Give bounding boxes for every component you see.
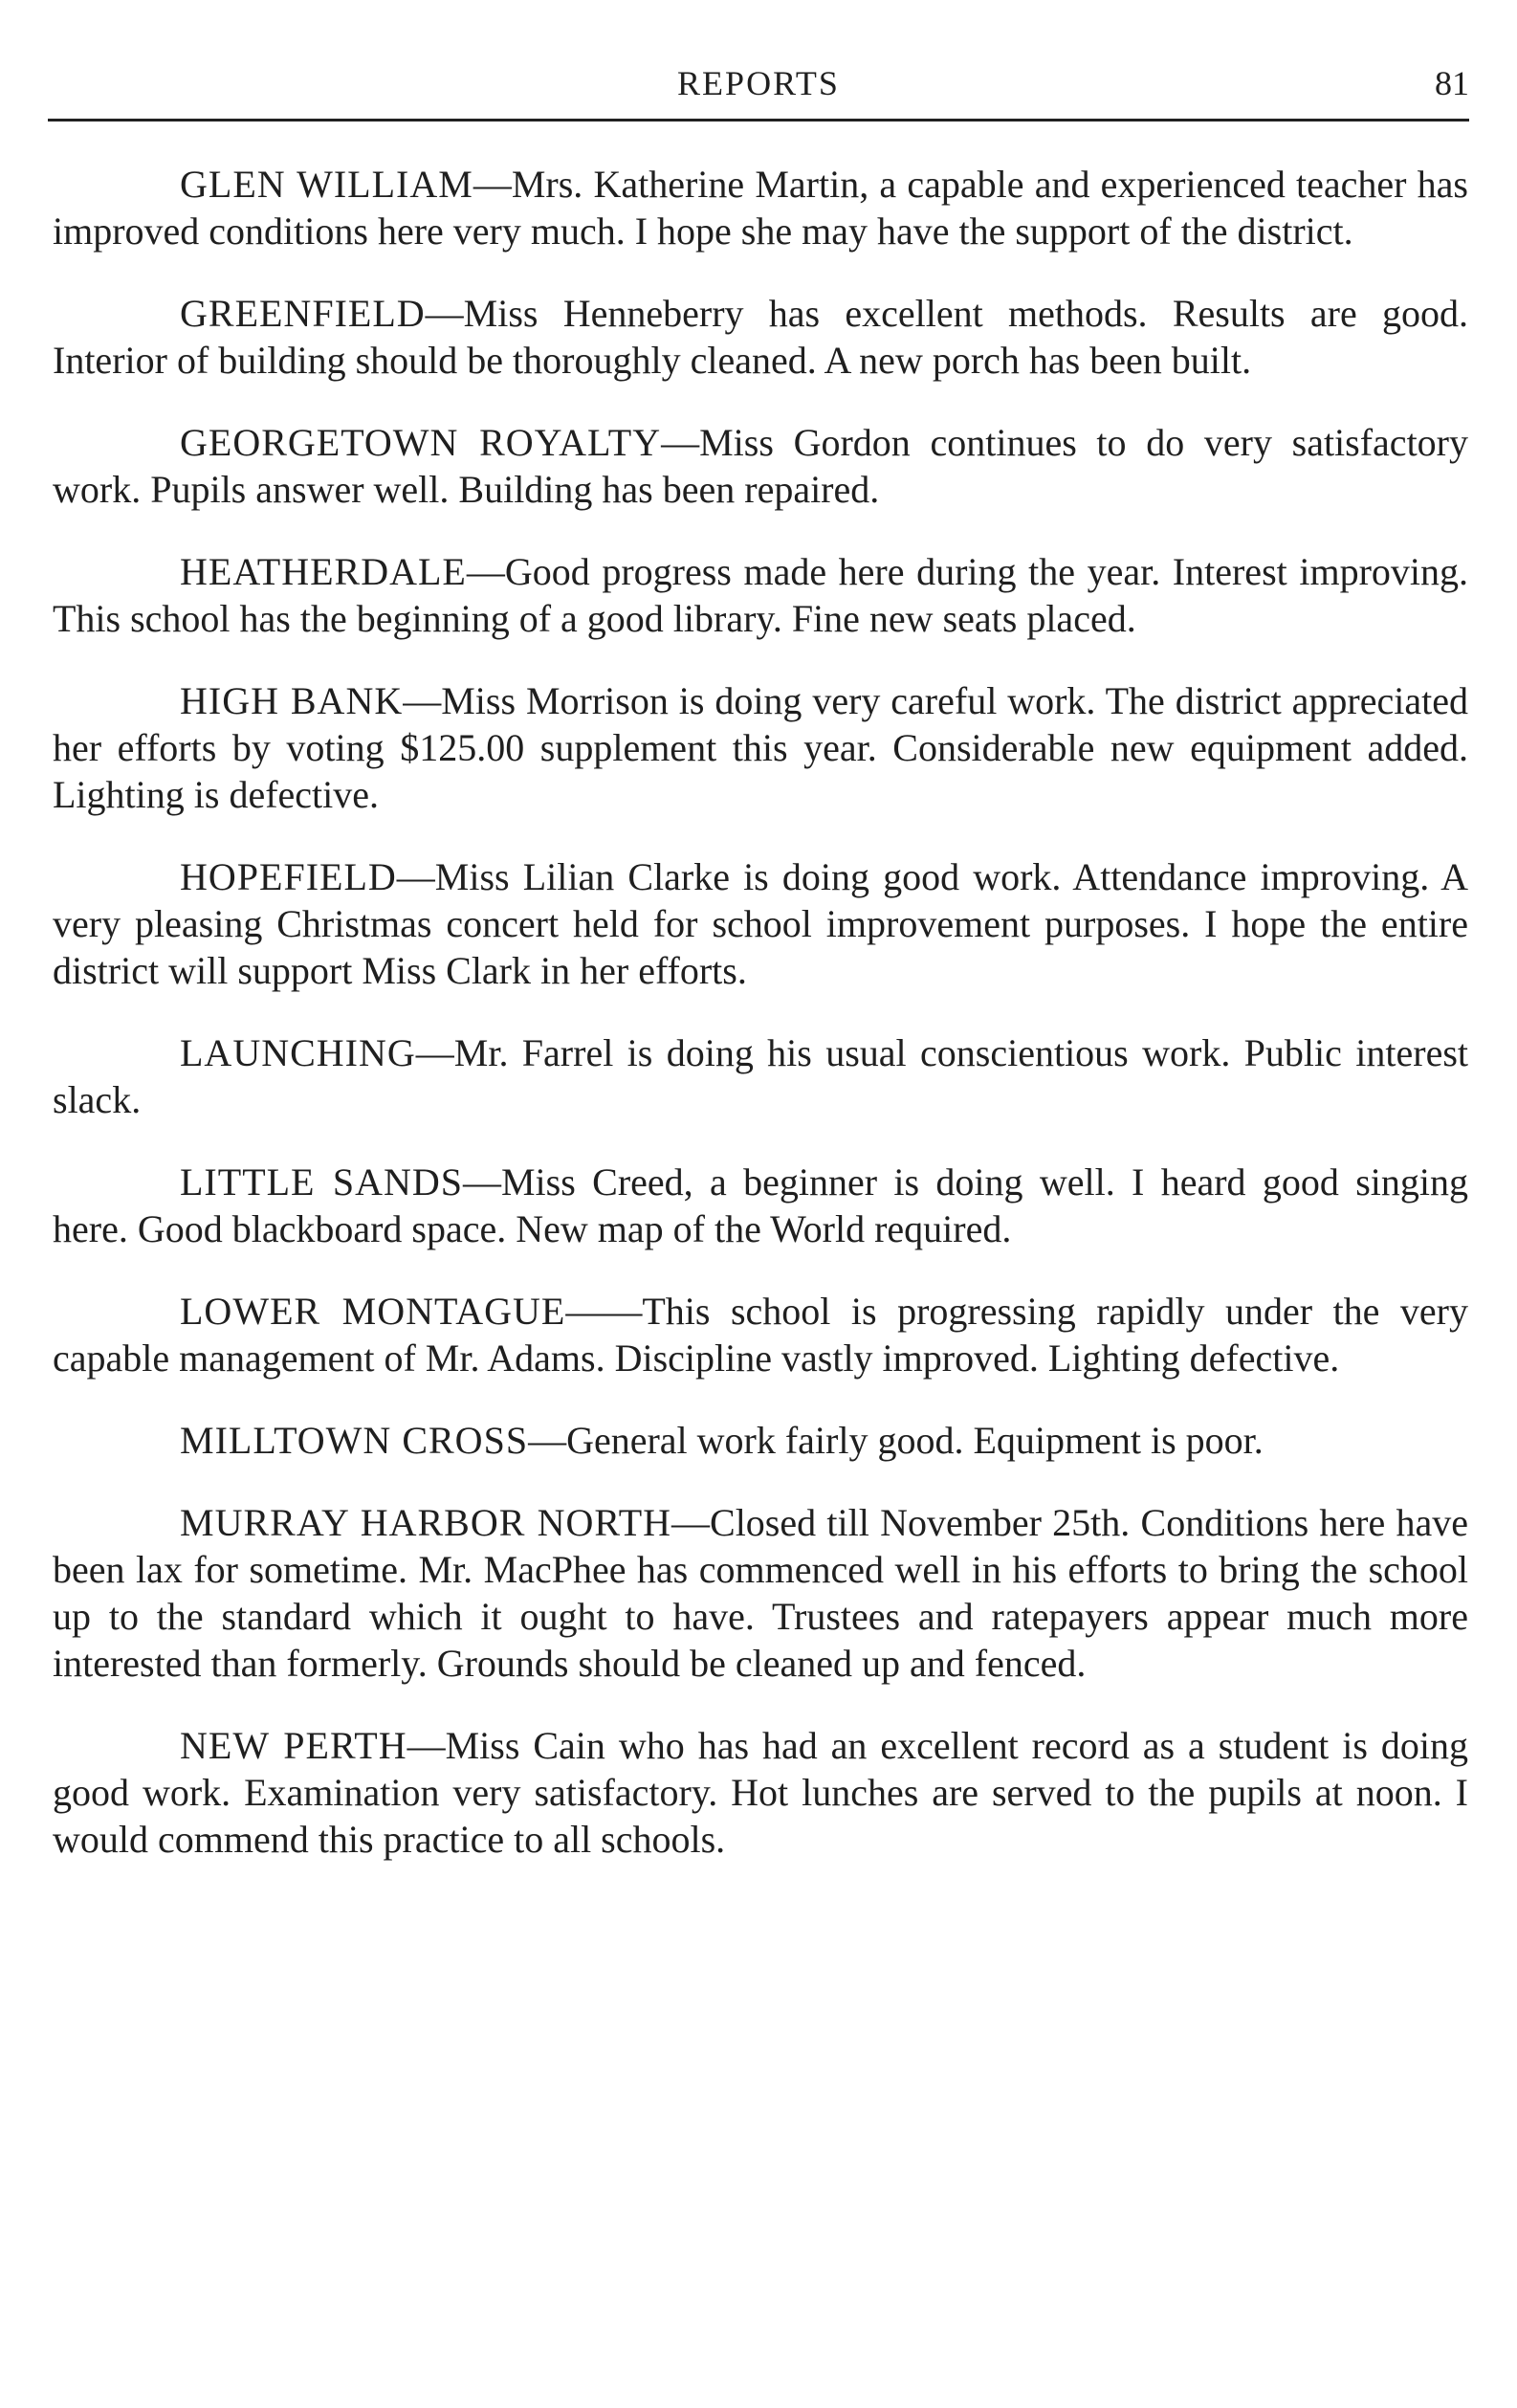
- entry-murray-harbor-north: [53, 1499, 1468, 1687]
- entry-text: —Mrs. Katherine Martin, a capable and experienced teacher has improved conditions here very much. I hope she may have the support of the district.: [53, 163, 1468, 253]
- school-name: HIGH BANK: [180, 679, 404, 722]
- school-name: NEW PERTH: [180, 1724, 407, 1767]
- entry-text: —Miss Gordon continues to do very satisfactory work. Pupils answer well. Building has been repaired.: [53, 421, 1468, 511]
- entry-little-sands: [53, 1159, 1468, 1252]
- school-name: MILLTOWN CROSS: [180, 1419, 529, 1462]
- entry-text: —Miss Morrison is doing very careful work. The district appreciated her efforts by voting $125.00 supplement this year. Considerable new equipment added. Lighting is defective.: [53, 679, 1468, 816]
- entry-greenfield: [53, 290, 1468, 384]
- entry-lower-montague: [53, 1288, 1468, 1381]
- page-header: [48, 57, 1469, 122]
- report-body: [53, 161, 1468, 1898]
- entry-text: —Mr. Farrel is doing his usual conscientious work. Public interest slack.: [53, 1031, 1468, 1121]
- entry-text: —Miss Henneberry has excellent methods. Results are good. Interior of building should be thoroughly cleaned. A new porch has been built.: [53, 292, 1468, 382]
- school-name: GEORGETOWN ROYALTY: [180, 421, 662, 464]
- school-name: LAUNCHING: [180, 1031, 416, 1074]
- entry-hopefield: [53, 853, 1468, 994]
- school-name: GLEN WILLIAM: [180, 163, 473, 206]
- entry-text: ——This school is progressing rapidly under the very capable management of Mr. Adams. Discipline vastly improved. Lighting defective.: [53, 1290, 1469, 1380]
- school-name: MURRAY HARBOR NORTH: [180, 1501, 672, 1544]
- school-name: GREENFIELD: [180, 292, 426, 335]
- entry-text: —Miss Lilian Clarke is doing good work. Attendance improving. A very pleasing Christmas concert held for school improvement purposes. I hope the entire district will support Miss Clark in her efforts.: [53, 855, 1468, 992]
- entry-georgetown-royalty: [53, 419, 1468, 513]
- entry-text: —Good progress made here during the year. Interest improving. This school has the beginning of a good library. Fine new seats placed.: [53, 550, 1468, 640]
- entry-glen-william: [53, 161, 1468, 254]
- page-number: 81: [1435, 64, 1469, 102]
- school-name: HOPEFIELD: [180, 855, 397, 898]
- entry-text: —Miss Creed, a beginner is doing well. I heard good singing here. Good blackboard space. New map of the World required.: [53, 1160, 1468, 1250]
- school-name: HEATHERDALE: [180, 550, 467, 593]
- entry-high-bank: [53, 677, 1468, 818]
- entry-text: —Closed till November 25th. Conditions here have been lax for sometime. Mr. MacPhee has commenced well in his efforts to bring the school up to the standard which it ought to have. Trustees and ratepayers appear much more interested than formerly. Grounds should be cleaned up and fenced.: [53, 1501, 1468, 1685]
- entry-text: —General work fairly good. Equipment is poor.: [528, 1419, 1264, 1462]
- school-name: LITTLE SANDS: [180, 1160, 463, 1204]
- entry-new-perth: [53, 1722, 1468, 1863]
- running-title: REPORTS: [677, 64, 840, 102]
- entry-heatherdale: [53, 548, 1468, 642]
- entry-text: —Miss Cain who has had an excellent record as a student is doing good work. Examination very satisfactory. Hot lunches are served to the pupils at noon. I would commend this practice to all schools.: [53, 1724, 1468, 1861]
- entry-milltown-cross: [53, 1417, 1468, 1464]
- entry-launching: [53, 1029, 1468, 1123]
- school-name: LOWER MONTAGUE: [180, 1290, 566, 1333]
